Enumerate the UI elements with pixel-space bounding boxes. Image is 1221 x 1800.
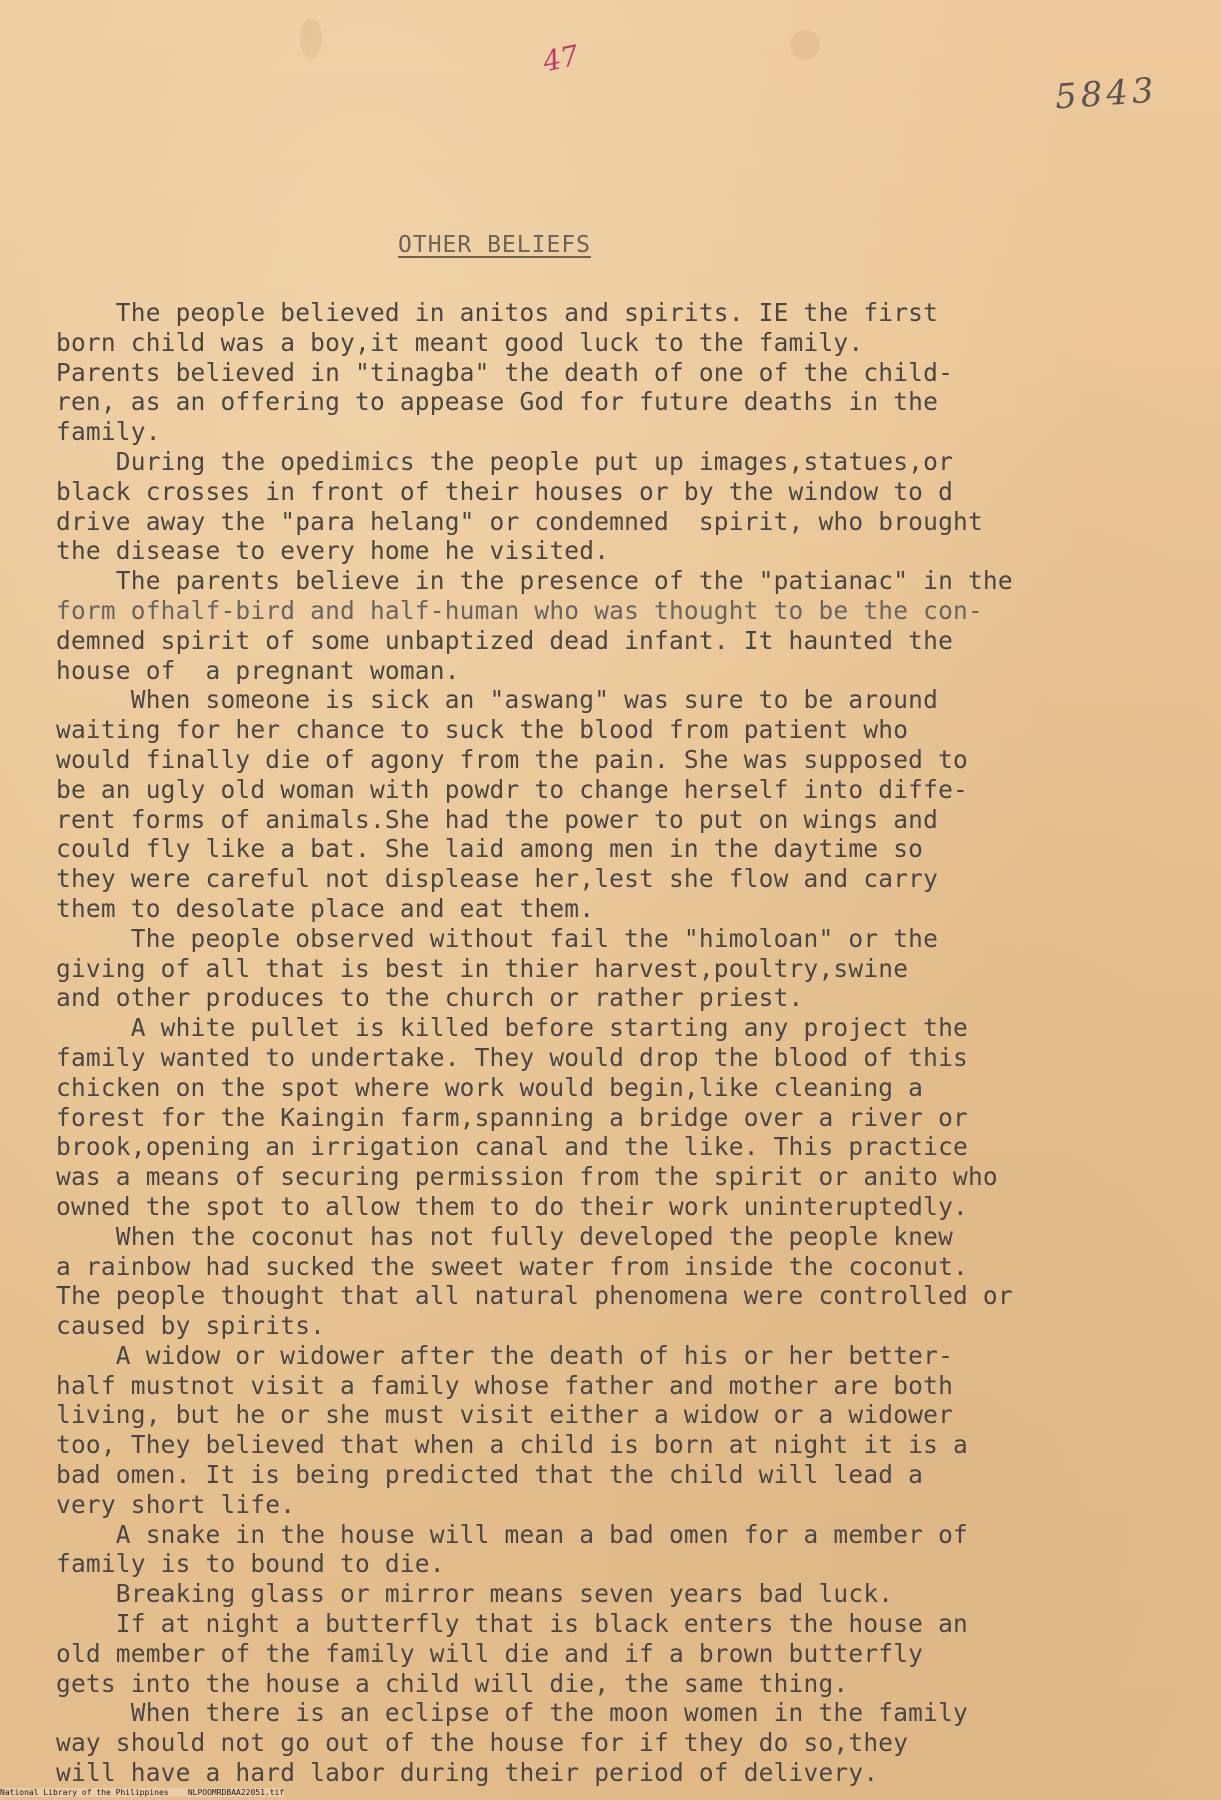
text-line: the disease to every home he visited.: [56, 536, 610, 566]
text-line: owned the spot to allow them to do their work uninteruptedly.: [56, 1191, 968, 1221]
text-line: chicken on the spot where work would begin,like cleaning a: [56, 1072, 924, 1102]
text-line: could fly like a bat. She laid among men in the daytime so: [56, 834, 924, 864]
text-line: Breaking glass or mirror means seven years bad luck.: [56, 1579, 894, 1609]
text-line: When there is an eclipse of the moon women in the family: [56, 1698, 968, 1728]
text-line: very short life.: [56, 1489, 296, 1519]
text-line: family wanted to undertake. They would drop the blood of this: [56, 1042, 968, 1072]
text-line: they were careful not displease her,lest she flow and carry: [56, 864, 939, 894]
text-line: drive away the "para helang" or condemned spirit, who brought: [56, 506, 983, 536]
document-body: [56, 298, 1206, 1788]
text-line: The people thought that all natural phenomena were controlled or: [56, 1281, 1013, 1311]
text-line: gets into the house a child will die, the same thing.: [56, 1668, 849, 1698]
text-line: forest for the Kaingin farm,spanning a bridge over a river or: [56, 1102, 968, 1132]
text-line: family.: [56, 417, 161, 447]
text-line: The people observed without fail the "himoloan" or the: [56, 923, 939, 953]
text-line: be an ugly old woman with powdr to change herself into diffe-: [56, 774, 968, 804]
text-line: family is to bound to die.: [56, 1549, 445, 1579]
text-line: way should not go out of the house for if they do so,they: [56, 1728, 909, 1758]
text-line: them to desolate place and eat them.: [56, 893, 595, 923]
text-line: bad omen. It is being predicted that the child will lead a: [56, 1460, 924, 1490]
text-line: A white pullet is killed before starting any project the: [56, 1013, 968, 1043]
text-line: born child was a boy,it meant good luck to the family.: [56, 327, 864, 357]
text-line: house of a pregnant woman.: [56, 655, 460, 685]
document-title: OTHER BELIEFS: [398, 232, 592, 258]
text-line: When someone is sick an "aswang" was sure to be around: [56, 685, 939, 715]
text-line: will have a hard labor during their period of delivery.: [56, 1758, 879, 1788]
text-line: The people believed in anitos and spirits. IE the first: [56, 298, 939, 327]
text-line: form ofhalf-bird and half-human who was thought to be the con-: [56, 595, 983, 625]
text-line: giving of all that is best in thier harvest,poultry,swine: [56, 953, 909, 983]
text-line: rent forms of animals.She had the power to put on wings and: [56, 804, 939, 834]
text-line: ren, as an offering to appease God for future deaths in the: [56, 387, 939, 417]
scan-footer: National Library of the Philippines NLPOOMRDBAA22051.tif: [0, 1788, 285, 1797]
text-line: and other produces to the church or rather priest.: [56, 983, 804, 1013]
text-line: A widow or widower after the death of his or her better-: [56, 1340, 954, 1370]
paper-stain: [790, 30, 820, 60]
text-line: old member of the family will die and if a brown butterfly: [56, 1638, 924, 1668]
text-line: brook,opening an irrigation canal and the like. This practice: [56, 1132, 968, 1162]
text-line: black crosses in front of their houses or by the window to d: [56, 476, 954, 506]
text-line: A snake in the house will mean a bad omen for a member of: [56, 1519, 968, 1549]
text-line: waiting for her chance to suck the blood from patient who: [56, 715, 909, 745]
text-line: During the opedimics the people put up images,statues,or: [56, 446, 954, 476]
text-line: When the coconut has not fully developed the people knew: [56, 1221, 954, 1251]
text-line: would finally die of agony from the pain. She was supposed to: [56, 744, 968, 774]
handwritten-mark: 47: [539, 38, 582, 79]
text-line: was a means of securing permission from the spirit or anito who: [56, 1162, 998, 1192]
paper-stain: [300, 18, 322, 58]
text-line: demned spirit of some unbaptized dead infant. It haunted the: [56, 625, 954, 655]
text-line: Parents believed in "tinagba" the death of one of the child-: [56, 357, 954, 387]
page-number: 5843: [1053, 70, 1159, 118]
text-line: caused by spirits.: [56, 1311, 326, 1341]
text-line: living, but he or she must visit either a widow or a widower: [56, 1400, 954, 1430]
text-line: half mustnot visit a family whose father and mother are both: [56, 1370, 954, 1400]
text-line: too, They believed that when a child is born at night it is a: [56, 1430, 968, 1460]
text-line: The parents believe in the presence of the "patianac" in the: [56, 566, 1013, 596]
text-line: If at night a butterfly that is black enters the house an: [56, 1609, 968, 1639]
text-line: a rainbow had sucked the sweet water from inside the coconut.: [56, 1251, 968, 1281]
